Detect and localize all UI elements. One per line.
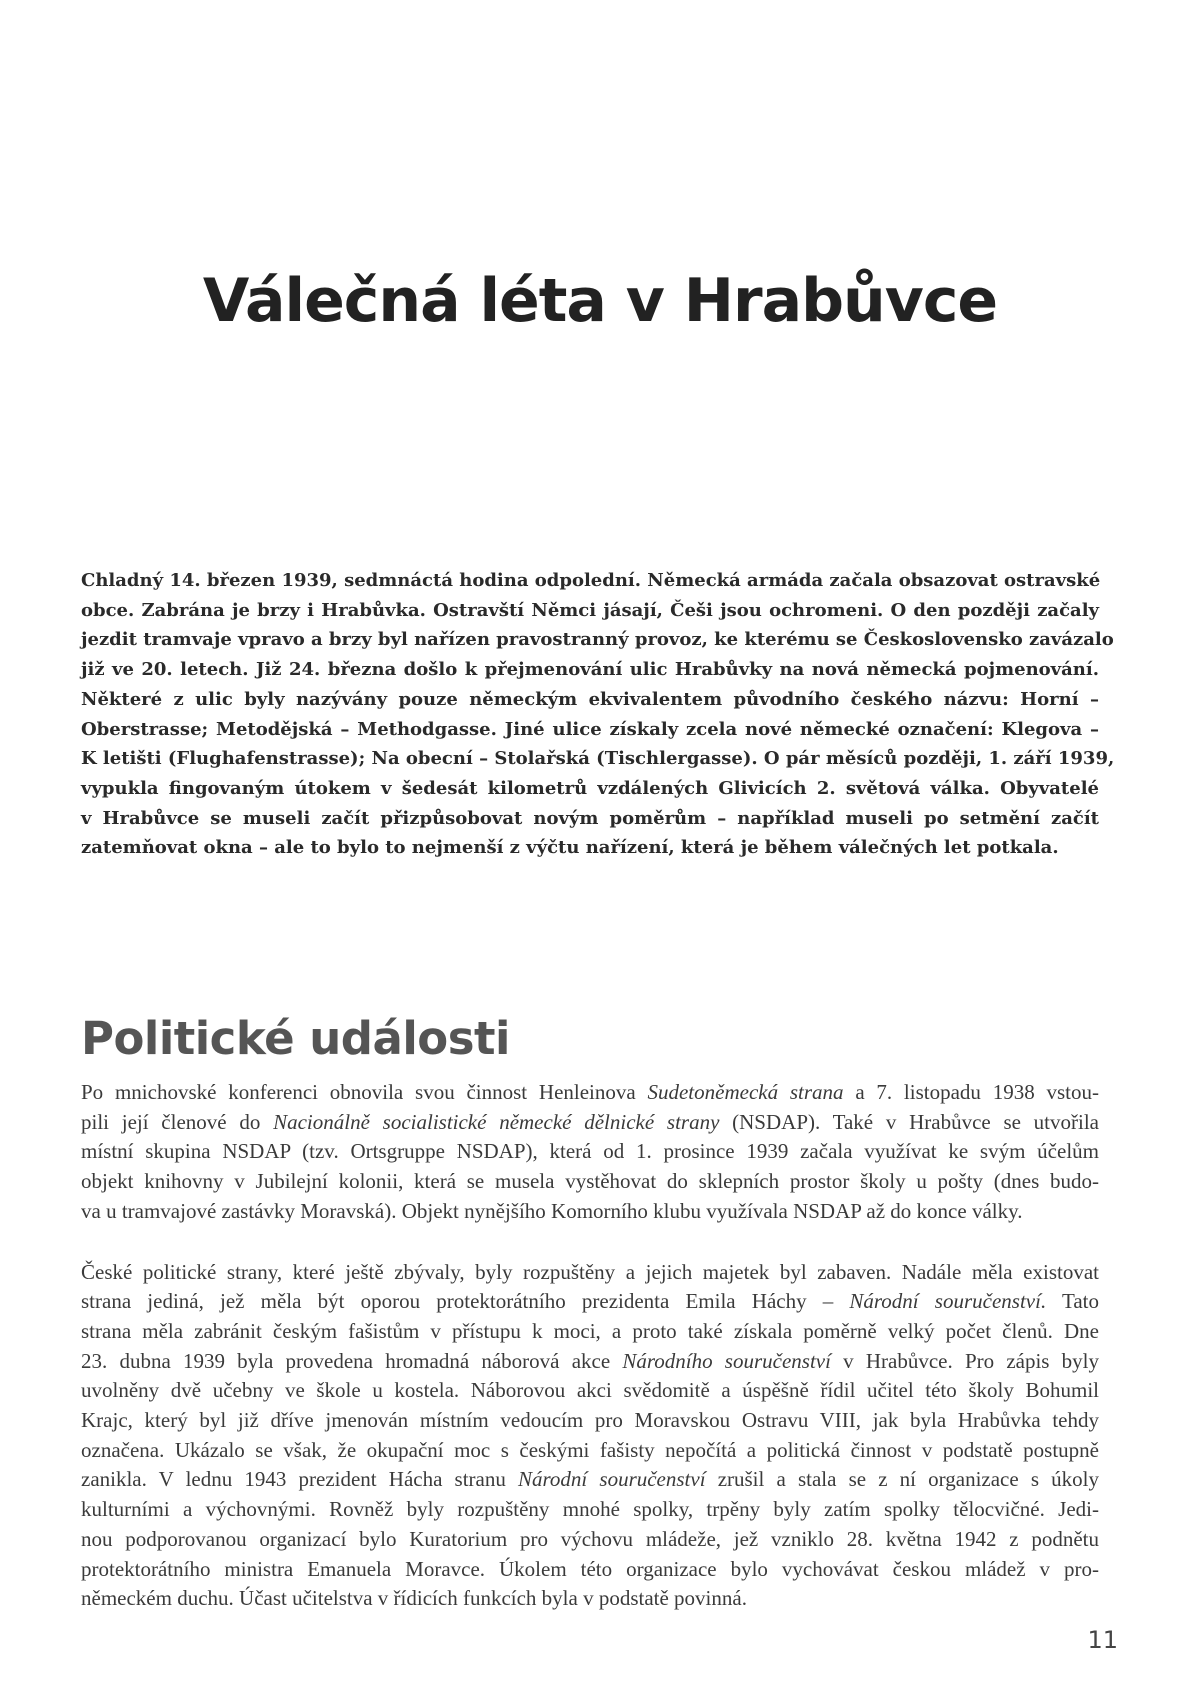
body-line: místní skupina NSDAP (tzv. Ortsgruppe NSDAP), která od 1. prosince 1939 začala využívat ke svým účelům	[81, 1139, 1099, 1164]
text-run: Po mnichovské konferenci obnovila svou činnost Henleinova	[81, 1080, 648, 1104]
text-run: pili její členové do	[81, 1109, 274, 1134]
text-run: zanikla. V lednu 1943 prezident Hácha stranu	[81, 1467, 519, 1492]
text-run: a 7. listopadu 1938 vstou-	[843, 1080, 1099, 1104]
body-line: Krajc, který byl již dříve jmenován místním vedoucím pro Moravskou Ostravu VIII, jak byla Hrabůvka tehdy	[81, 1408, 1099, 1433]
intro-line: Oberstrasse; Metodějská – Methodgasse. Jiné ulice získaly zcela nové německé označení: Klegova –	[81, 718, 1099, 740]
intro-line: vypukla fingovaným útokem v šedesát kilometrů vzdálených Glivicích 2. světová válka. Obyvatelé	[81, 777, 1099, 799]
italic-term: Národní souručenství.	[849, 1289, 1047, 1314]
body-line	[81, 1078, 1099, 1108]
section-title: Politické události	[81, 1012, 510, 1065]
intro-line: K letišti (Flughafenstrasse); Na obecní – Stolařská (Tischlergasse). O pár měsíců později, 1. září 1939,	[81, 748, 1115, 770]
body-line: nou podporovanou organizací bylo Kuratorium pro výchovu mládeže, jež vzniklo 28. května 1942 z podnětu	[81, 1526, 1099, 1551]
text-run: v Hrabůvce. Pro zápis byly	[830, 1348, 1100, 1373]
text-run: zrušil a stala se z ní organizace s úkoly	[705, 1467, 1099, 1492]
body-line: strana měla zabránit českým fašistům v přístupu k moci, a proto také získala poměrně velký počet členů. Dne	[81, 1318, 1099, 1343]
intro-line: obce. Zabrána je brzy i Hrabůvka. Ostravští Němci jásají, Češi jsou ochromeni. O den později začaly	[81, 599, 1099, 621]
italic-term: Národního souručenství	[622, 1348, 831, 1373]
body-line: označena. Ukázalo se však, že okupační moc s českými fašisty nepočítá a politická činnost v podstatě postupně	[81, 1437, 1099, 1462]
body-line: německém duchu. Účast učitelstva v řídicích funkcích byla v podstatě povinná.	[81, 1586, 747, 1611]
italic-term: Národní souručenství	[518, 1467, 706, 1492]
intro-line: v Hrabůvce se museli začít přizpůsobovat novým poměrům – například museli po setmění začít	[81, 807, 1099, 829]
page-number: 11	[1087, 1626, 1118, 1654]
body-line	[81, 1108, 1099, 1138]
text-run: (NSDAP). Také v Hrabůvce se utvořila	[719, 1109, 1099, 1134]
body-line: objekt knihovny v Jubilejní kolonii, která se musela vystěhovat do sklepních prostor školy u pošty (dnes budo-	[81, 1169, 1099, 1194]
text-run: strana jediná, jež měla být oporou protektorátního prezidenta Emila Háchy –	[81, 1289, 850, 1314]
body-line: kulturními a výchovnými. Rovněž byly rozpuštěny mnohé spolky, trpěny byly zatím spolky tělocvičné. Jedi-	[81, 1497, 1099, 1522]
intro-paragraph	[81, 566, 1115, 863]
intro-line: již ve 20. letech. Již 24. března došlo k přejmenování ulic Hrabůvky na nová německá pojmenování.	[81, 659, 1099, 681]
body-line: protektorátního ministra Emanuela Moravce. Úkolem této organizace bylo vychovávat českou mládež v pro-	[81, 1556, 1099, 1581]
text-run: 23. dubna 1939 byla provedena hromadná náborová akce	[81, 1348, 623, 1373]
italic-term: Sudetoněmecká strana	[647, 1080, 844, 1104]
intro-line: Chladný 14. březen 1939, sedmnáctá hodina odpolední. Německá armáda začala obsazovat ostravské	[81, 570, 1101, 591]
chapter-title: Válečná léta v Hrabůvce	[202, 266, 998, 336]
intro-line: Některé z ulic byly nazývány pouze německým ekvivalentem původního českého názvu: Horní –	[81, 688, 1099, 710]
body-line: va u tramvajové zastávky Moravská). Objekt nynějšího Komorního klubu využívala NSDAP až do konce války.	[81, 1198, 1023, 1223]
intro-line: zatemňovat okna – ale to bylo to nejmenší z výčtu nařízení, která je během válečných let potkala.	[81, 837, 1059, 859]
body-line	[81, 1465, 1099, 1495]
body-line	[81, 1347, 1099, 1377]
intro-line: jezdit tramvaje vpravo a brzy byl nařízen pravostranný provoz, ke kterému se Československo zavázalo	[81, 629, 1114, 651]
body-line: uvolněny dvě učebny ve škole u kostela. Náborovou akci svědomitě a úspěšně řídil učitel této školy Bohumil	[81, 1378, 1099, 1403]
section-body	[81, 1078, 1099, 1614]
body-line	[81, 1287, 1099, 1317]
body-paragraph	[81, 1078, 1099, 1227]
body-paragraph	[81, 1258, 1099, 1614]
body-line: České politické strany, které ještě zbývaly, byly rozpuštěny a jejich majetek byl zabaven. Nadále měla existovat	[81, 1259, 1099, 1284]
italic-term: Nacionálně socialistické německé dělnické strany	[273, 1109, 720, 1134]
text-run: Tato	[1046, 1289, 1099, 1314]
